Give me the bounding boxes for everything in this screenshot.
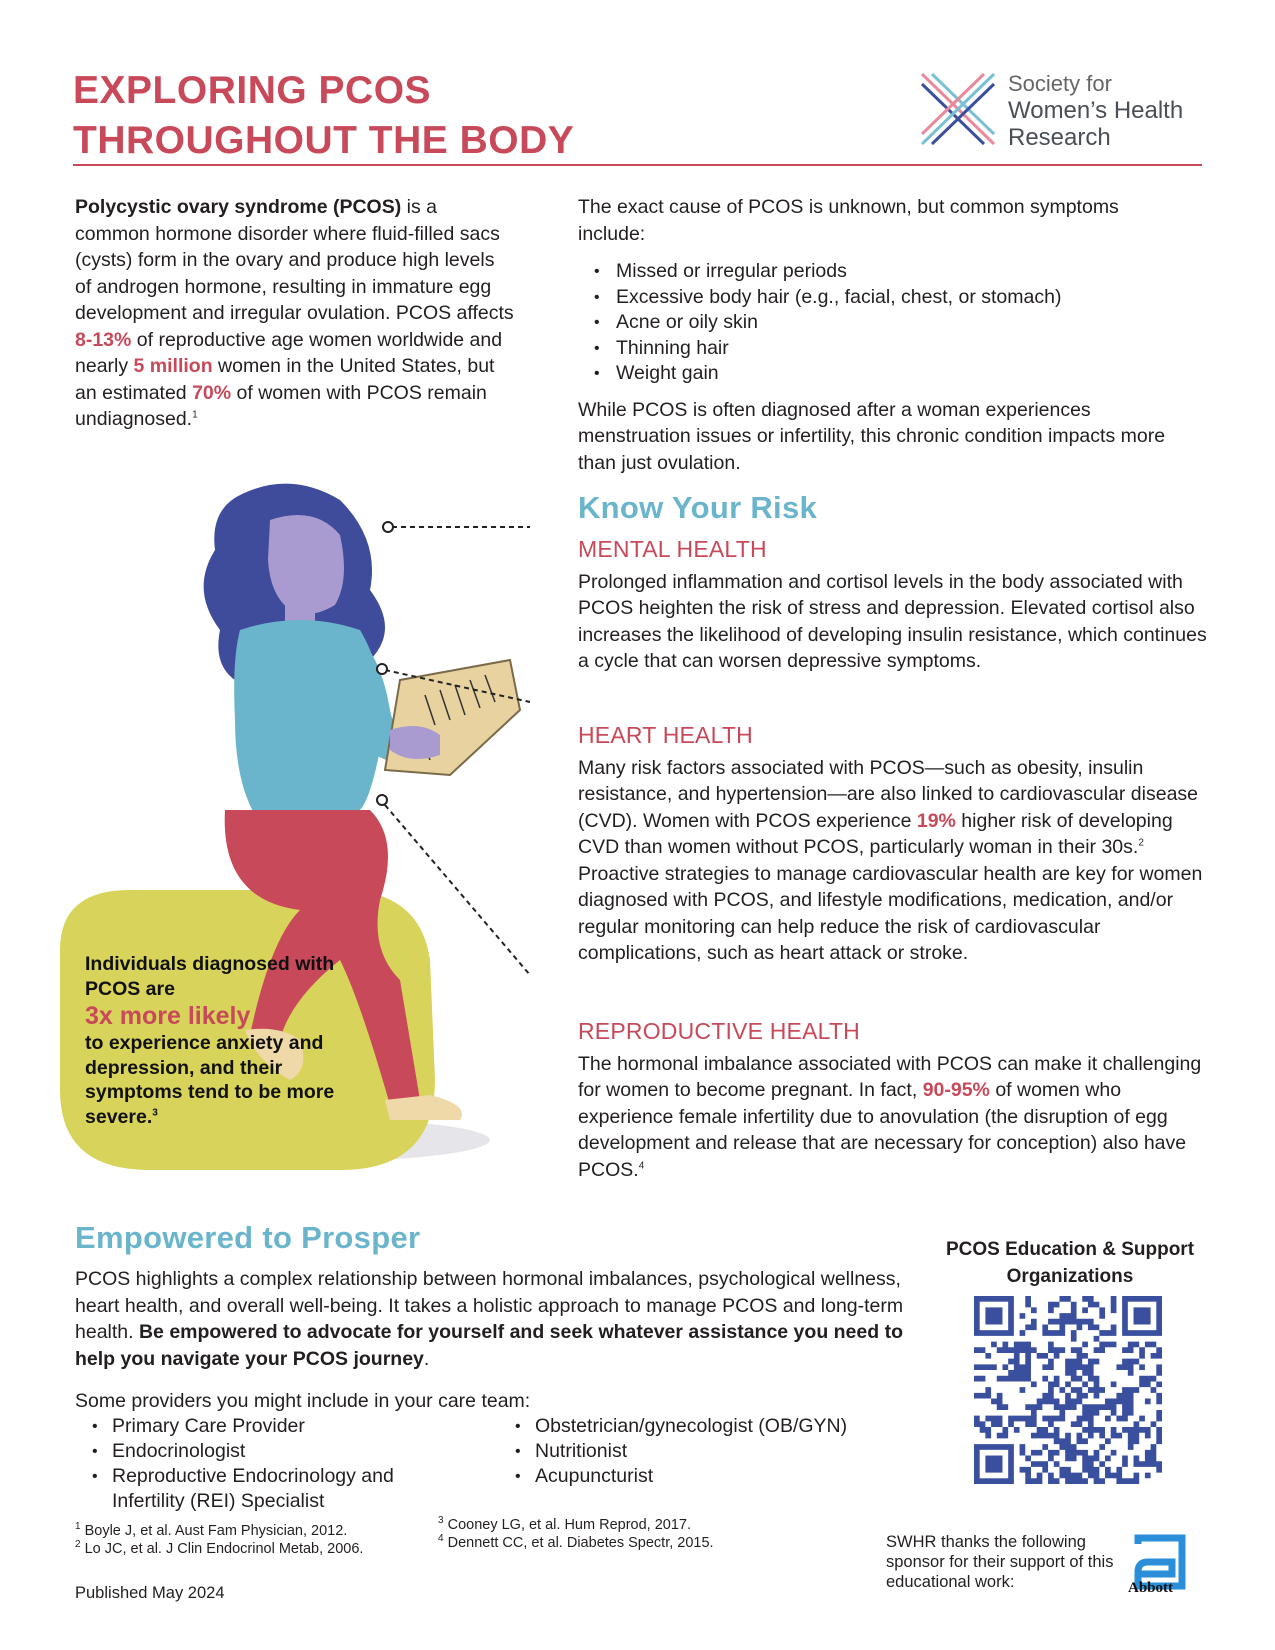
stat-19: 19% (916, 809, 956, 832)
intro-text-b: of reproductive age women worldwide and nearly (75, 328, 503, 377)
intro-paragraph (75, 194, 515, 433)
heart-text-c: Proactive strategies to manage cardiovascular health are key for women diagnosed with PCOS, and lifestyle modifications, medication, and/or regular monitoring can help reduce the risk of cardiovascular complications, such as heart attack or stroke. (578, 862, 1203, 964)
page-title (73, 66, 574, 166)
qr-code-icon[interactable] (974, 1296, 1162, 1484)
heart-text-a: Many risk factors associated with PCOS—such as obesity, insulin resistance, and hypertension—are also linked to cardiovascular disease (CVD). Women with PCOS experience (578, 756, 1199, 832)
reproductive-health-text (578, 1051, 1208, 1184)
ref-number: 1 (75, 1521, 81, 1533)
list-item: • Thinning hair (594, 336, 1178, 362)
reference-1 (75, 1522, 363, 1540)
heart-health-title: HEART HEALTH (578, 722, 753, 748)
ref-marker: 4 (638, 1160, 645, 1171)
header-divider (73, 164, 1202, 166)
logo-line-3: Research (1008, 124, 1111, 151)
stat-8-13: 8-13% (75, 328, 132, 351)
list-item: • Nutritionist (515, 1439, 895, 1464)
anxiety-callout (85, 952, 345, 1129)
references-right (438, 1516, 714, 1552)
empowered-paragraph (75, 1266, 905, 1372)
intro-text-a: is a common hormone disorder where fluid-filled sacs (cysts) form in the ovary and produce high levels of androgen hormone, resulting in immature egg development and irregular ovulation. PCOS affects (75, 196, 514, 324)
stat-90-95: 90-95% (922, 1079, 990, 1101)
ref-number: 2 (75, 1539, 81, 1551)
ref-text: Lo JC, et al. J Clin Endocrinol Metab, 2006. (80, 1541, 364, 1557)
empower-bold: Be empowered to advocate for yourself and seek whatever assistance you need to help you navigate your PCOS journey (75, 1321, 903, 1370)
stat-70: 70% (192, 381, 232, 404)
providers-list-left (92, 1414, 442, 1514)
sponsor-name: Abbott (1128, 1580, 1174, 1596)
ref-text: Cooney LG, et al. Hum Reprod, 2017. (443, 1517, 692, 1533)
stat-5-million: 5 million (133, 355, 213, 377)
mental-health-section (578, 536, 1208, 675)
reference-3 (438, 1516, 714, 1534)
symptoms-intro: The exact cause of PCOS is unknown, but common symptoms include: (578, 196, 1119, 245)
callout-line-a: Individuals diagnosed with PCOS are (85, 953, 335, 1000)
repro-text-b: of women who experience female infertility due to anovulation (the disruption of egg development and release that are necessary for conception) also have PCOS. (578, 1079, 1187, 1181)
list-item: • Obstetrician/gynecologist (OB/GYN) (515, 1414, 895, 1439)
symptoms-section (578, 194, 1178, 476)
intro-text-c: women in the United States, but an estimated (75, 355, 495, 404)
symptoms-outro: While PCOS is often diagnosed after a woman experiences menstruation issues or infertility, this chronic condition impacts more than just ovulation. (578, 398, 1166, 474)
ref-number: 4 (438, 1533, 444, 1545)
reference-4 (438, 1534, 714, 1552)
list-item: • Acupuncturist (515, 1464, 895, 1489)
qr-title: PCOS Education & Support Organizations (945, 1239, 1195, 1287)
ref-marker: 2 (1138, 837, 1144, 849)
ref-text: Boyle J, et al. Aust Fam Physician, 2012. (80, 1523, 348, 1539)
symptoms-list (594, 259, 1178, 387)
list-item: • Primary Care Provider (92, 1414, 442, 1439)
logo-line-1: Society for (1008, 71, 1112, 96)
title-line-1: EXPLORING PCOS (73, 69, 432, 112)
list-item: • Acne or oily skin (594, 310, 1178, 336)
list-item: • Weight gain (594, 361, 1178, 387)
sponsor-text: SWHR thanks the following sponsor for their support of this educational work: (886, 1533, 1114, 1591)
ref-text: Dennett CC, et al. Diabetes Spectr, 2015. (443, 1535, 714, 1551)
heart-health-section (578, 722, 1208, 967)
intro-text-d: of women with PCOS remain undiagnosed. (75, 381, 487, 430)
list-item: • Endocrinologist (92, 1439, 442, 1464)
heart-text-b: higher risk of developing CVD than women without PCOS, particularly woman in their 30s. (578, 809, 1173, 858)
ref-number: 3 (438, 1515, 444, 1527)
mental-health-text: Prolonged inflammation and cortisol levels in the body associated with PCOS heighten the risk of stress and depression. Elevated cortisol also increases the likelihood of developing insulin resistance, which continues a cycle that can worsen depressive symptoms. (578, 570, 1207, 672)
title-line-2: THROUGHOUT THE BODY (73, 119, 575, 162)
repro-text-a: The hormonal imbalance associated with PCOS can make it challenging for women to become pregnant. In fact, (578, 1052, 1202, 1101)
references-left (75, 1522, 363, 1558)
list-item: • Missed or irregular periods (594, 259, 1178, 285)
swhr-logo (918, 70, 1208, 152)
mental-health-title: MENTAL HEALTH (578, 536, 767, 562)
reproductive-health-section (578, 1018, 1208, 1183)
heart-health-text (578, 755, 1208, 967)
empower-text-b: . (423, 1347, 430, 1370)
empower-text-a: PCOS highlights a complex relationship between hormonal imbalances, psychological wellness, heart health, and overall well-being. It takes a holistic approach to manage PCOS and long-term health. (75, 1268, 904, 1343)
swhr-cross-icon (918, 70, 998, 148)
callout-line-b: to experience anxiety and depression, and their symptoms tend to be more severe. (85, 1032, 335, 1128)
ref-marker: 3 (152, 1107, 158, 1118)
intro-lead: Polycystic ovary syndrome (PCOS) (75, 196, 402, 218)
providers-intro: Some providers you might include in your care team: (75, 1390, 531, 1412)
logo-line-2: Women’s Health (1008, 97, 1184, 124)
providers-list-right (515, 1414, 895, 1489)
logo-wordmark (1008, 70, 1183, 151)
ref-marker: 1 (192, 409, 198, 421)
know-your-risk-heading: Know Your Risk (578, 490, 818, 525)
reference-2 (75, 1540, 363, 1558)
list-item: • Excessive body hair (e.g., facial, chest, or stomach) (594, 285, 1178, 311)
callout-stat: 3x more likely (85, 1002, 251, 1030)
published-date: Published May 2024 (75, 1584, 225, 1602)
list-item: • Reproductive Endocrinology and Infertility (REI) Specialist (92, 1464, 442, 1514)
reproductive-health-title: REPRODUCTIVE HEALTH (578, 1018, 860, 1044)
empowered-heading: Empowered to Prosper (75, 1220, 421, 1255)
